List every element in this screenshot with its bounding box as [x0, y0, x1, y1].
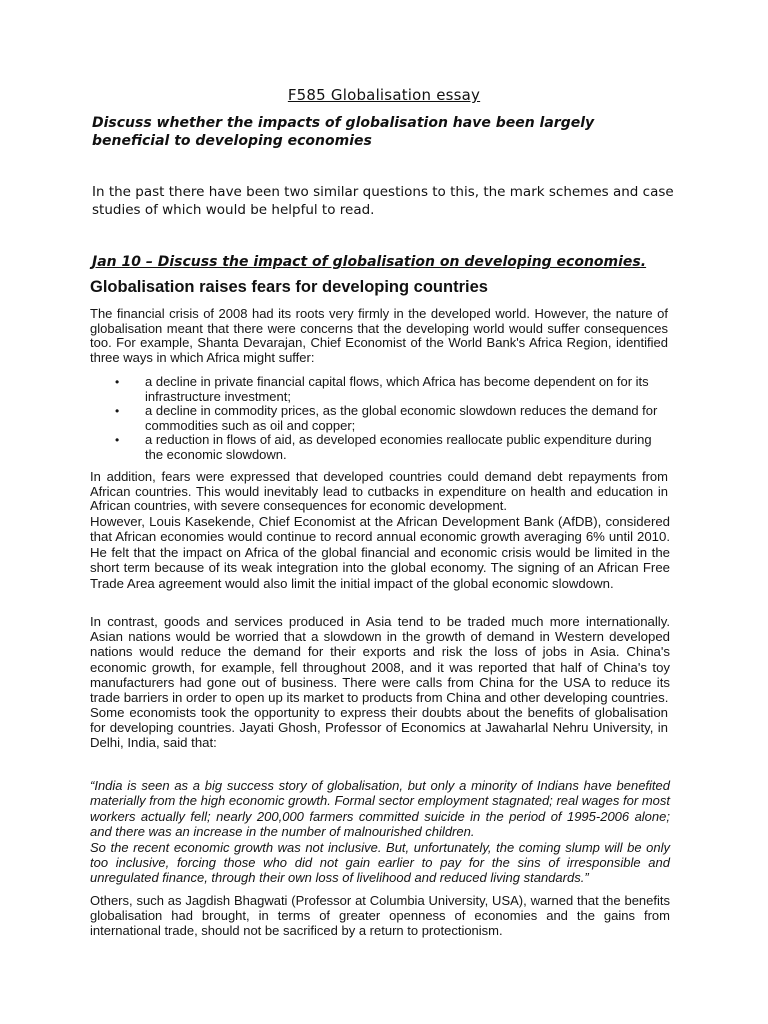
article-paragraph-5: Some economists took the opportunity to express their doubts about the benefits of globalisation for developing countries. Jayati Ghosh, Professor of Economics at Jawaharlal Nehru University, in Delhi, India, said that:	[90, 705, 668, 751]
list-item: • a decline in private financial capital flows, which Africa has become dependent on for its infrastructure investment;	[115, 375, 668, 404]
article-heading: Globalisation raises fears for developing countries	[90, 278, 488, 296]
essay-question: Discuss whether the impacts of globalisation have been largely beneficial to developing economies	[92, 115, 595, 149]
quote-part-1: “India is seen as a big success story of globalisation, but only a minority of Indians have benefited materially from the high economic growth. Formal sector employment stagnated; real wages for most workers actually fell; nearly 200,000 farmers committed suicide in the period of 1995-2006 alone; and there was an increase in the number of malnourished children.	[90, 778, 670, 840]
article-paragraph-3: However, Louis Kasekende, Chief Economist at the African Development Bank (AfDB), considered that African economies would continue to record annual economic growth averaging 6% until 2010. He felt that the impact on Africa of the global financial and economic crisis would be limited in the short term because of its weak integration into the global economy. The signing of an African Free Trade Area agreement would also limit the initial impact of the global economic slowdown.	[90, 514, 670, 591]
article-paragraph-4: In contrast, goods and services produced in Asia tend to be traded much more internationally. Asian nations would be worried that a slowdown in the growth of demand in Western developed nations would reduce the demand for their exports and risk the loss of jobs in Asia. China's economic growth, for example, fell throughout 2008, and it was reported that half of China's toy manufacturers had gone out of business. There were calls from China for the USA to reduce its trade barriers in order to open up its market to products from China and other developing countries.	[90, 614, 670, 706]
list-item: • a decline in commodity prices, as the global economic slowdown reduces the demand for commodities such as oil and copper;	[115, 404, 668, 433]
article-paragraph-2: In addition, fears were expressed that developed countries could demand debt repayments from African countries. This would inevitably lead to cutbacks in expenditure on health and education in African countries, with severe consequences for economic development.	[90, 469, 668, 514]
list-item: • a reduction in flows of aid, as developed economies reallocate public expenditure during the economic slowdown.	[115, 433, 668, 462]
article-paragraph-6: Others, such as Jagdish Bhagwati (Professor at Columbia University, USA), warned that the benefits globalisation had brought, in terms of greater openness of economies and the gains from international trade, should not be sacrificed by a return to protectionism.	[90, 893, 670, 939]
article-bullet-list	[115, 375, 668, 463]
article-paragraph-1: The financial crisis of 2008 had its roots very firmly in the developed world. However, the nature of globalisation meant that there were concerns that the developing world would suffer consequences too. For example, Shanta Devarajan, Chief Economist of the World Bank's Africa Region, identified three ways in which Africa might suffer:	[90, 306, 668, 365]
ghosh-quote	[90, 778, 670, 886]
quote-part-2: So the recent economic growth was not inclusive. But, unfortunately, the coming slump will be only too inclusive, forcing those who did not gain earlier to pay for the sins of irresponsible and unregulated finance, through their own loss of livelihood and reduced living standards.”	[90, 839, 670, 886]
document-title: F585 Globalisation essay	[287, 86, 481, 104]
intro-paragraph: In the past there have been two similar questions to this, the mark schemes and case studies of which would be helpful to read.	[92, 184, 674, 218]
past-question-heading: Jan 10 – Discuss the impact of globalisation on developing economies.	[92, 254, 647, 270]
